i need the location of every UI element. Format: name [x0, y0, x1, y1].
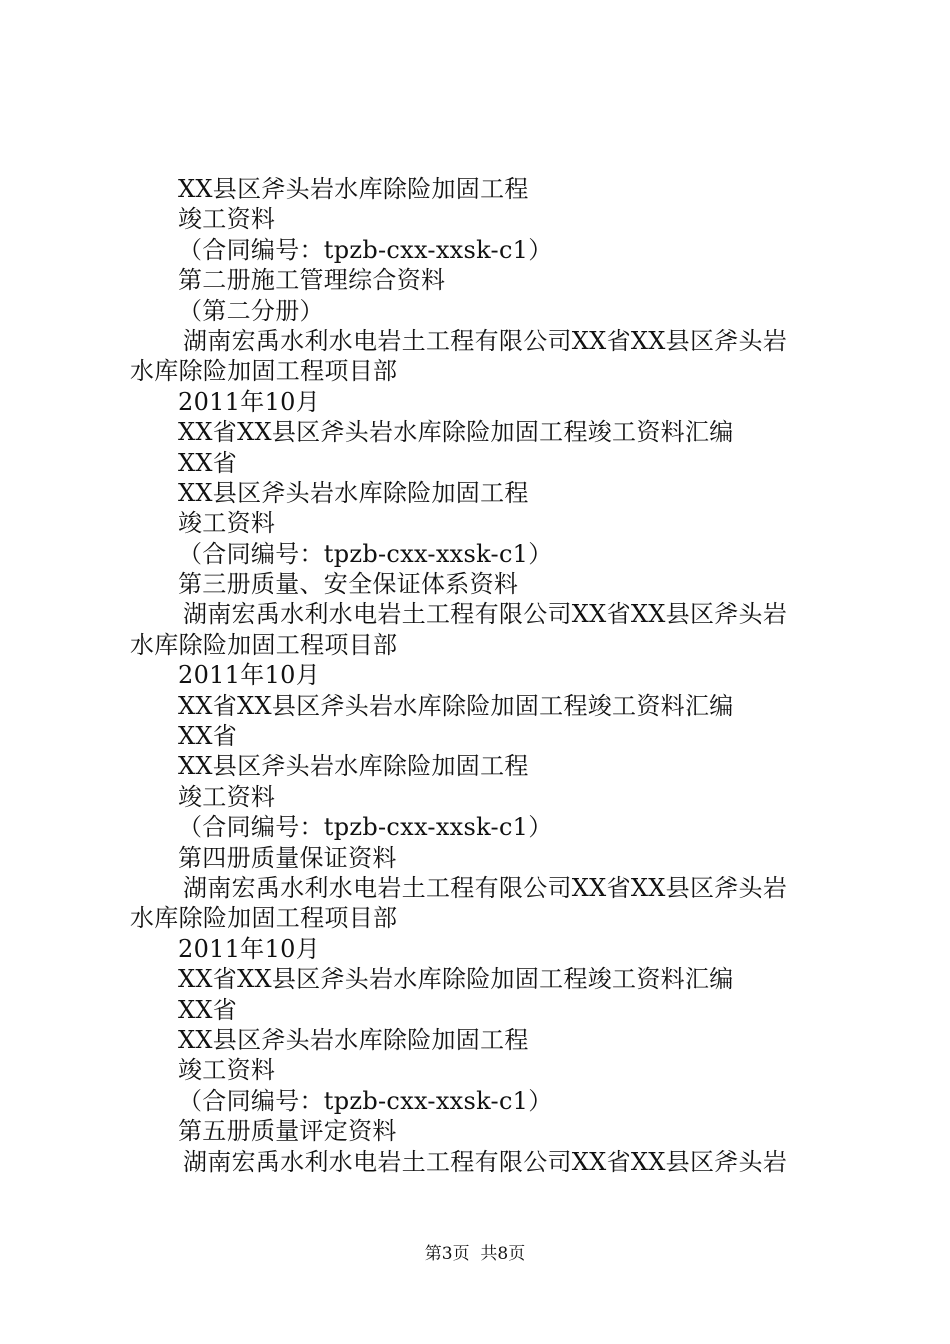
text-line: XX县区斧头岩水库除险加固工程: [178, 175, 529, 203]
text-line: XX省XX县区斧头岩水库除险加固工程竣工资料汇编: [178, 965, 734, 994]
text-line: 第五册质量评定资料: [178, 1117, 397, 1146]
text-line: XX省XX县区斧头岩水库除险加固工程竣工资料汇编: [178, 418, 734, 447]
text-line: 2011年10月: [178, 387, 321, 416]
text-line: 水库除险加固工程项目部: [130, 357, 398, 386]
text-line: （合同编号：tpzb-cxx-xxsk-c1）: [178, 235, 553, 264]
text-line: （第二分册）: [178, 296, 324, 325]
text-line: 水库除险加固工程项目部: [130, 630, 398, 659]
text-line: 竣工资料: [178, 1056, 276, 1085]
text-line: 湖南宏禹水利水电岩土工程有限公司XX省XX县区斧头岩: [183, 1147, 788, 1176]
text-line: 湖南宏禹水利水电岩土工程有限公司XX省XX县区斧头岩: [183, 600, 788, 629]
text-line: （合同编号：tpzb-cxx-xxsk-c1）: [178, 539, 553, 568]
text-line: 湖南宏禹水利水电岩土工程有限公司XX省XX县区斧头岩: [183, 873, 788, 902]
page-footer: 第3页 共8页: [424, 1244, 526, 1264]
text-line: 水库除险加固工程项目部: [130, 904, 398, 933]
text-line: 竣工资料: [178, 205, 276, 234]
text-line: 2011年10月: [178, 661, 321, 690]
text-line: 竣工资料: [178, 782, 276, 811]
text-line: XX县区斧头岩水库除险加固工程: [178, 752, 529, 781]
text-line: XX省: [178, 722, 238, 751]
text-line: XX省: [178, 995, 238, 1024]
text-line: XX县区斧头岩水库除险加固工程: [178, 478, 529, 507]
text-line: 竣工资料: [178, 509, 276, 538]
document-body: [130, 174, 840, 1177]
text-line: 第二册施工管理综合资料: [178, 266, 446, 295]
text-line: （合同编号：tpzb-cxx-xxsk-c1）: [178, 1086, 553, 1115]
text-line: XX省: [178, 448, 238, 477]
text-line: 第四册质量保证资料: [178, 843, 397, 872]
text-line: 2011年10月: [178, 934, 321, 963]
text-line: XX省XX县区斧头岩水库除险加固工程竣工资料汇编: [178, 691, 734, 720]
text-line: （合同编号：tpzb-cxx-xxsk-c1）: [178, 813, 553, 842]
text-line: 第三册质量、安全保证体系资料: [178, 570, 519, 599]
text-line: XX县区斧头岩水库除险加固工程: [178, 1025, 529, 1054]
text-line: 湖南宏禹水利水电岩土工程有限公司XX省XX县区斧头岩: [183, 326, 788, 355]
